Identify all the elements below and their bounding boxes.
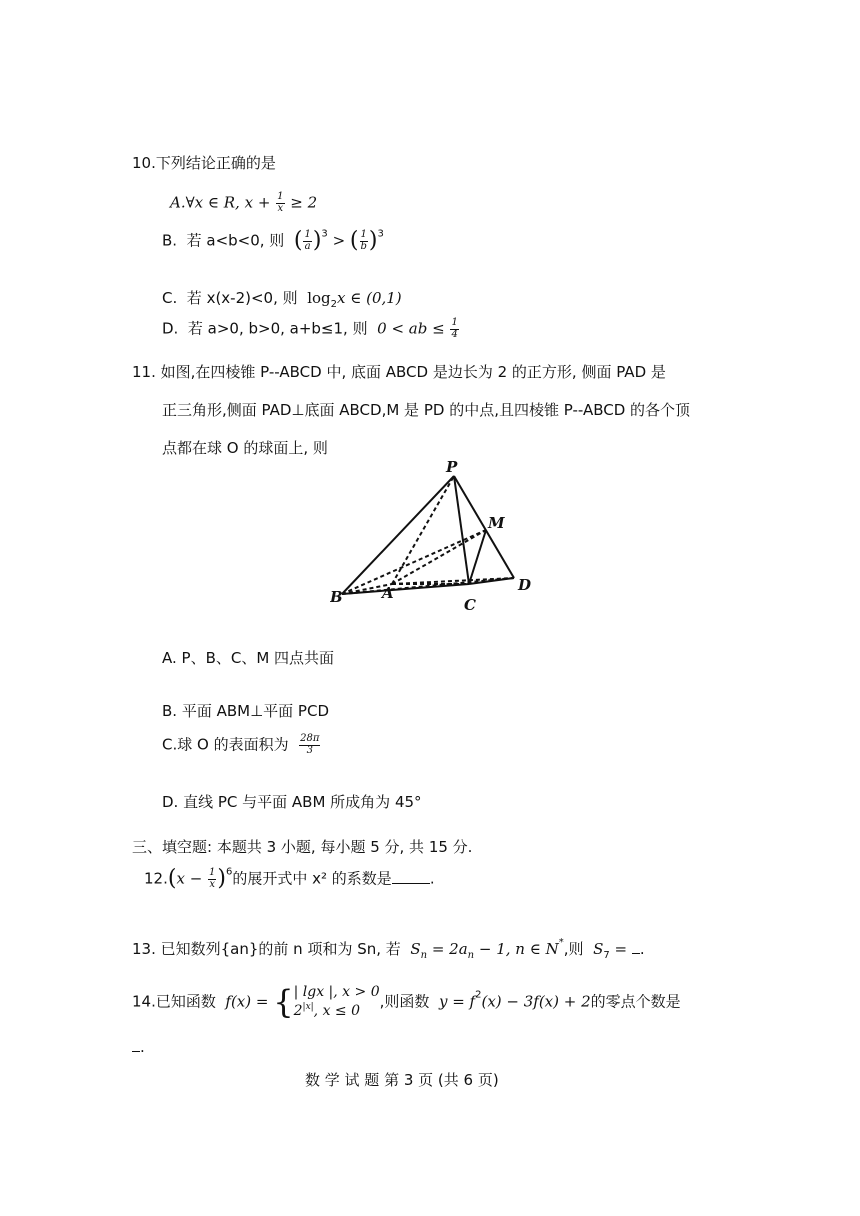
label-B: B — [330, 588, 343, 606]
q10-a-tail: ≥ 2 — [285, 193, 318, 212]
q10-option-b: B. 若 a<b<0, 则 ( $\frac{1}{a}$ )$^3$ > ( $\frac{1}{b}$ )$^3$ — [162, 228, 384, 253]
q10-b-exp2: 3 — [377, 228, 384, 240]
q12-x: x — [176, 869, 185, 888]
q14-ytail: (x) − 3f(x) + 2 — [481, 992, 591, 1011]
q10-d-label: D. — [162, 319, 179, 338]
q10-d-frac — [450, 318, 458, 340]
q13-blank — [632, 941, 640, 954]
label-C: C — [464, 596, 476, 614]
q10-c-text: 若 x(x-2)<0, 则 — [186, 289, 298, 307]
q10-b-label: B. — [162, 231, 178, 250]
q12-den: x — [209, 878, 216, 890]
q13-expr: = 2a — [427, 940, 468, 958]
q10-option-d — [162, 318, 460, 340]
q10-c-log: log — [307, 289, 331, 307]
q12-text: 的展开式中 x² 的系数是 — [232, 869, 392, 888]
q11-option-b: B. 平面 ABM⊥平面 PCD — [162, 702, 329, 720]
q14-f: f(x) = — [225, 992, 269, 1011]
page-footer: 数 学 试 题 第 3 页 (共 6 页) — [305, 1071, 499, 1089]
q10-d-den: 4 — [451, 328, 458, 340]
q10-b-frac1 — [303, 230, 311, 252]
q12-blank — [392, 871, 430, 884]
q13-sub-n: n — [420, 950, 428, 961]
q11-line3: 点都在球 O 的球面上, 则 — [162, 439, 328, 457]
q10-b-n1: 1 — [304, 229, 311, 241]
q10-a-expr: ∀x ∈ R, x + — [185, 193, 276, 212]
q14-case1: | lgx |, x > 0 — [293, 984, 380, 1000]
q12-exp: 6 — [226, 866, 233, 878]
q12-end: . — [429, 869, 435, 888]
q14-case2exp: |x| — [302, 1001, 314, 1012]
q10-a-label: A. — [170, 193, 186, 212]
q11-option-a: A. P、B、C、M 四点共面 — [162, 649, 335, 667]
q10-b-frac2 — [360, 230, 368, 252]
q10-option-c — [162, 289, 402, 311]
q14-y: y = f — [438, 992, 476, 1011]
q11-c-den: 3 — [306, 744, 313, 756]
q11-c-frac — [299, 734, 320, 756]
q14-blank — [132, 1039, 140, 1052]
section3-heading: 三、填空题: 本题共 3 小题, 每小题 5 分, 共 15 分. — [132, 838, 473, 856]
q10-stem: 10.下列结论正确的是 — [132, 154, 276, 172]
q13-end: . — [639, 940, 645, 958]
edge-PD — [454, 476, 514, 578]
q12-frac — [208, 868, 216, 890]
q13 — [132, 937, 645, 962]
q11-line2: 正三角形,侧面 PAD⊥底面 ABCD,M 是 PD 的中点,且四棱锥 P--ABCD 的各个顶 — [162, 401, 691, 419]
label-A: A — [382, 584, 394, 602]
q13-star: * — [558, 937, 564, 948]
q14-cases — [294, 984, 380, 1020]
edge-PB — [342, 476, 454, 594]
q10-d-num: 1 — [451, 317, 458, 328]
q11-line1: 11. 如图,在四棱锥 P--ABCD 中, 底面 ABCD 是边长为 2 的正方形, 侧面 PAD 是 — [132, 363, 666, 381]
q10-c-label: C. — [162, 289, 178, 307]
label-D: D — [518, 576, 532, 594]
q13-s: S — [410, 940, 421, 958]
q13-eq: = — [609, 940, 628, 958]
q13-text: 13. 已知数列{an}的前 n 项和为 Sn, 若 — [132, 940, 401, 958]
q14-case2tail: , x ≤ 0 — [313, 1002, 361, 1019]
q13-sub-n2: n — [467, 950, 475, 961]
q13-seven: 7 — [603, 950, 610, 961]
pyramid-solid-edges — [342, 476, 514, 594]
q14: 14.已知函数 f(x) = { | lgx |, x > 0 $2^{|x|}$, x ≤ 0 ,则函数 $y = f^2(x) - 3f(x) + 2$的零点个数是 — [132, 983, 681, 1021]
q10-b-d2: b — [360, 240, 367, 252]
q11-c-num: 28π — [300, 733, 320, 744]
q10-option-a — [170, 192, 317, 214]
q14-end: 的零点个数是 — [590, 992, 681, 1011]
q10-b-d1: a — [304, 240, 311, 252]
q14-then: ,则函数 — [379, 992, 430, 1011]
q10-d-text: 若 a>0, b>0, a+b≤1, 则 — [187, 319, 368, 338]
label-P: P — [446, 458, 458, 476]
q10-b-text: 若 a<b<0, 则 — [186, 231, 285, 250]
q12-label: 12. — [144, 869, 168, 888]
q10-a-den: x — [277, 202, 284, 214]
q14-label: 14.已知函数 — [132, 992, 216, 1011]
label-M: M — [488, 514, 505, 532]
q12-minus: − — [184, 869, 208, 888]
q11-option-d: D. 直线 PC 与平面 ABM 所成角为 45° — [162, 793, 422, 811]
q12: 12.(x − $\frac{1}{x}$ )$^6$的展开式中 x² 的系数是 . — [144, 866, 435, 891]
q12-num: 1 — [209, 867, 216, 879]
q10-a-frac — [276, 192, 284, 214]
q13-s7: S — [593, 940, 604, 958]
q10-b-n2: 1 — [360, 229, 367, 241]
q11-option-c — [162, 734, 321, 756]
q14-end2: . — [140, 1038, 145, 1056]
q14-case2: 2 — [293, 1002, 303, 1019]
q13-rest: − 1, n ∈ N — [474, 940, 559, 958]
q13-then: ,则 — [563, 940, 584, 958]
q10-c-base: 2 — [330, 299, 337, 310]
pyramid-figure — [330, 458, 540, 618]
q14-continuation — [132, 1038, 145, 1056]
q10-b-exp1: 3 — [321, 228, 328, 240]
q10-a-num: 1 — [277, 191, 284, 202]
q10-c-expr: x ∈ (0,1) — [337, 289, 402, 307]
q10-d-expr: 0 < ab ≤ — [377, 319, 450, 338]
q14-sq: 2 — [475, 989, 482, 1001]
q11-c-text: C.球 O 的表面积为 — [162, 735, 289, 754]
edge-PC — [454, 476, 469, 584]
